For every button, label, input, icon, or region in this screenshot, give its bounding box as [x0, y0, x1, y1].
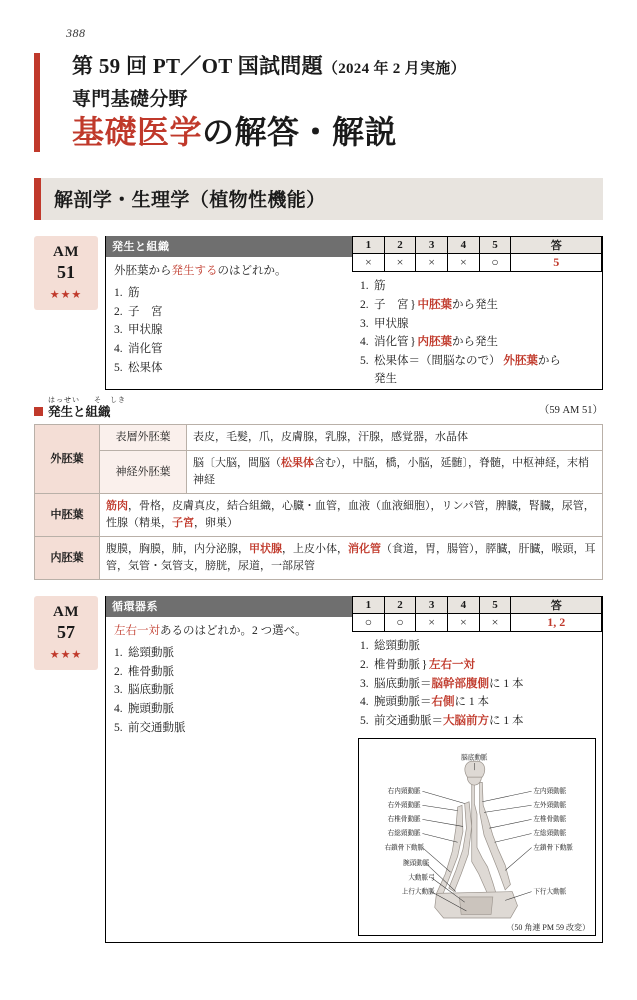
- page-title: [34, 53, 603, 152]
- explanation-number: 2.: [360, 659, 369, 672]
- choice-number: 1.: [114, 287, 123, 299]
- title-line-exam: [72, 53, 603, 80]
- explanation-highlight: 中胚葉: [417, 298, 452, 311]
- answer-table: [352, 236, 602, 272]
- choice-item: [114, 663, 352, 682]
- difficulty-stars: ★★★: [49, 649, 83, 662]
- label-right-common-carotid: 右総頸動脈: [387, 829, 421, 837]
- choice-text: 脳底動脈: [128, 684, 174, 697]
- explanation-note: から発生: [452, 298, 498, 311]
- choice-number: 2.: [114, 665, 123, 678]
- label-ascending-aorta: 上行大動脈: [401, 887, 435, 895]
- explanation-item: [360, 277, 596, 296]
- germ-layer-content: [187, 425, 603, 451]
- question-body-am51: [105, 236, 603, 390]
- label-brachiocephalic: 腕頭動脈: [403, 859, 430, 867]
- answer-col-answer: 答: [511, 597, 602, 614]
- question-answer-column: [352, 236, 602, 389]
- explanation-number: 4.: [360, 696, 369, 709]
- choice-number: 4.: [114, 702, 123, 715]
- answer-col-4: 4: [448, 597, 480, 614]
- explanation-highlight: 大脳前方: [443, 714, 489, 727]
- table-row: [35, 537, 603, 580]
- explanation-text: 前交通動脈＝: [374, 714, 443, 727]
- bullet-square-icon: [34, 407, 43, 416]
- germ-layer-name: 中胚葉: [35, 494, 100, 537]
- brace-glyph: }: [421, 659, 428, 672]
- germ-layer-table: [34, 424, 603, 580]
- explanation-note: から: [537, 354, 561, 367]
- explanation-highlight: 左右一対: [429, 659, 475, 672]
- ruby-text-hassei: はっせい: [48, 396, 80, 405]
- explanation-number: 4.: [360, 336, 369, 349]
- answer-mark: ○: [479, 254, 511, 272]
- explanation-note: に 1 本: [489, 677, 524, 690]
- answer-mark: ○: [384, 614, 416, 632]
- page-number: 388: [66, 26, 86, 40]
- choice-number: 3.: [114, 324, 123, 337]
- answer-mark: ×: [416, 254, 448, 272]
- answer-table-value-row: [353, 254, 602, 272]
- explanation-text: 筋: [374, 280, 386, 293]
- choice-item: [114, 359, 352, 378]
- choice-text: 腕頭動脈: [128, 702, 174, 715]
- explanation-number: 5.: [360, 354, 369, 367]
- answer-col-3: 3: [416, 597, 448, 614]
- brace-glyph: }: [410, 336, 416, 349]
- choice-text: 消化管: [128, 342, 163, 355]
- choice-item: [114, 719, 352, 738]
- answer-table-header-row: [353, 237, 602, 254]
- answer-table-header-row: [353, 597, 602, 614]
- explanation-note: に 1 本: [489, 714, 524, 727]
- choice-item: [114, 700, 352, 719]
- question-topic-label: 発生と組織: [106, 236, 352, 257]
- artery-diagram: [358, 738, 596, 936]
- explanation-item: [360, 712, 596, 731]
- label-aortic-arch: 大動脈弓: [408, 873, 435, 881]
- germ-content-text: 脳〔大脳，間脳（松果体含む），中脳，橋，小脳，延髄〕，脊髄，中枢神経，末梢神経: [193, 457, 589, 487]
- choice-text: 子 宮: [128, 305, 163, 318]
- explanation-text: 脳底動脈＝: [374, 677, 432, 690]
- choice-text: 前交通動脈: [128, 721, 186, 734]
- answer-col-2: 2: [384, 597, 416, 614]
- germ-table-heading: [34, 396, 603, 420]
- title-exam-date: （2024 年 2 月実施）: [322, 61, 466, 77]
- title-subject-highlight: 基礎医学: [72, 114, 203, 151]
- choice-list: [106, 644, 352, 737]
- explanation-item: [360, 675, 596, 694]
- question-body-am57: [105, 596, 603, 942]
- germ-table-title: 発生と組織: [48, 405, 111, 420]
- answer-col-3: 3: [416, 237, 448, 254]
- title-line-subject: [72, 113, 603, 152]
- answer-col-answer: 答: [511, 237, 602, 254]
- explanation-number: 1.: [360, 640, 369, 653]
- figure-source: （50 角連 PM 59 改変）: [506, 922, 590, 932]
- explanation-text: 消化管: [374, 336, 409, 349]
- explanation-item: [360, 637, 596, 656]
- choice-text: 総頸動脈: [128, 647, 174, 660]
- explanation-text: 総頸動脈: [374, 640, 420, 653]
- explanation-text: 甲状腺: [374, 317, 409, 330]
- choice-item: [114, 284, 352, 303]
- question-block-am57: [34, 596, 603, 942]
- choice-item: [114, 340, 352, 359]
- table-row: [35, 494, 603, 537]
- choice-list: [106, 284, 352, 377]
- artery-diagram-svg: [359, 739, 595, 935]
- explanation-number: 5.: [360, 714, 369, 727]
- explanation-highlight: 右側: [431, 696, 455, 709]
- answer-table-value-row: [353, 614, 602, 632]
- answer-mark: ○: [353, 614, 385, 632]
- choice-number: 5.: [114, 361, 123, 374]
- explanation-number: 3.: [360, 317, 369, 330]
- explanation-note: に 1 本: [454, 696, 489, 709]
- germ-sublayer-name: 表層外胚葉: [100, 425, 187, 451]
- choice-item: [114, 303, 352, 322]
- title-exam-main: 第 59 回 PT／OT 国試問題: [72, 54, 323, 78]
- label-left-vertebral: 左椎骨動脈: [533, 815, 567, 823]
- question-prompt: [106, 257, 352, 282]
- question-block-am51: [34, 236, 603, 390]
- explanation-number: 3.: [360, 677, 369, 690]
- germ-sublayer-name: 神経外胚葉: [100, 451, 187, 494]
- explanation-item: [360, 656, 596, 675]
- question-prompt: [106, 617, 352, 642]
- answer-mark: ×: [448, 254, 480, 272]
- answer-mark: ×: [416, 614, 448, 632]
- explanation-item: [360, 693, 596, 712]
- answer-value: 5: [511, 254, 602, 272]
- title-subject-rest: の解答・解説: [202, 114, 398, 151]
- explanation-list: [352, 637, 602, 730]
- answer-col-4: 4: [448, 237, 480, 254]
- question-number: 57: [57, 621, 75, 642]
- choice-text: 椎骨動脈: [128, 665, 174, 678]
- answer-col-5: 5: [479, 237, 511, 254]
- answer-table: [352, 596, 602, 632]
- question-left-column: [106, 596, 352, 941]
- answer-mark: ×: [353, 254, 385, 272]
- germ-layer-content: [100, 494, 603, 537]
- choice-text: 筋: [128, 287, 140, 299]
- label-descending-aorta: 下行大動脈: [533, 887, 567, 895]
- answer-col-1: 1: [353, 597, 385, 614]
- brace-glyph: }: [410, 298, 416, 311]
- explanation-text: 松果体＝（間脳なので）: [374, 354, 501, 367]
- explanation-item: [360, 296, 596, 315]
- label-left-subclavian: 左鎖骨下動脈: [533, 843, 573, 851]
- prompt-post: のはどれか。: [217, 265, 287, 278]
- germ-table-source: （59 AM 51）: [538, 405, 603, 417]
- label-right-subclavian: 右鎖骨下動脈: [384, 843, 425, 851]
- explanation-item: [360, 352, 596, 389]
- label-basilar-artery: 脳底動脈: [461, 754, 488, 762]
- ruby-text-soshiki: そ しき: [94, 396, 126, 405]
- prompt-post: あるのはどれか。2 つ選べ。: [160, 625, 307, 638]
- choice-text: 松果体: [128, 361, 163, 374]
- label-left-common-carotid: 左総頸動脈: [533, 829, 567, 837]
- question-answer-column: [352, 596, 602, 941]
- explanation-highlight: 外胚葉: [503, 354, 538, 367]
- explanation-item: [360, 315, 596, 334]
- answer-col-2: 2: [384, 237, 416, 254]
- choice-item: [114, 681, 352, 700]
- question-number: 51: [57, 261, 75, 282]
- germ-content-text: 腹膜，胸膜，肺，内分泌腺，甲状腺，上皮小体，消化管（食道，胃，腸管），膵臓，肝臓，喉頭，耳管，気管・気管支，膀胱，尿道，一部尿管: [106, 543, 596, 573]
- explanation-note-cont: 発生: [374, 373, 397, 386]
- germ-layer-name: 内胚葉: [35, 537, 100, 580]
- table-row: [35, 451, 603, 494]
- section-heading: 解剖学・生理学（植物性機能）: [34, 178, 603, 220]
- explanation-note: から発生: [452, 336, 498, 349]
- choice-text: 甲状腺: [128, 324, 163, 337]
- answer-value: 1, 2: [511, 614, 602, 632]
- label-right-external-carotid: 右外頸動脈: [387, 801, 421, 809]
- germ-content-text: 表皮，毛髪，爪，皮膚腺，乳腺，汗腺，感覚器，水晶体: [193, 431, 468, 444]
- choice-item: [114, 321, 352, 340]
- choice-item: [114, 644, 352, 663]
- answer-mark: ×: [384, 254, 416, 272]
- answer-col-1: 1: [353, 237, 385, 254]
- choice-number: 4.: [114, 342, 123, 355]
- explanation-text: 腕頭動脈＝: [374, 696, 432, 709]
- question-session-label: AM: [53, 244, 79, 261]
- label-left-external-carotid: 左外頸動脈: [533, 801, 567, 809]
- question-left-column: [106, 236, 352, 389]
- answer-col-5: 5: [479, 597, 511, 614]
- choice-number: 2.: [114, 305, 123, 318]
- explanation-text: 椎骨動脈: [374, 659, 420, 672]
- choice-number: 1.: [114, 647, 123, 660]
- prompt-pre: 外胚葉から: [114, 265, 172, 278]
- germ-layer-name: 外胚葉: [35, 425, 100, 494]
- germ-layer-content: [100, 537, 603, 580]
- difficulty-stars: ★★★: [49, 289, 83, 302]
- answer-mark: ×: [448, 614, 480, 632]
- explanation-highlight: 内胚葉: [417, 336, 452, 349]
- choice-number: 5.: [114, 721, 123, 734]
- choice-number: 3.: [114, 684, 123, 697]
- germ-layer-content: [187, 451, 603, 494]
- label-right-vertebral: 右椎骨動脈: [387, 815, 421, 823]
- prompt-highlight: 左右一対: [114, 625, 160, 638]
- answer-mark: ×: [479, 614, 511, 632]
- explanation-list: [352, 277, 602, 389]
- table-row: [35, 425, 603, 451]
- explanation-item: [360, 333, 596, 352]
- explanation-number: 2.: [360, 298, 369, 311]
- question-topic-label: 循環器系: [106, 596, 352, 617]
- question-session-label: AM: [53, 604, 79, 621]
- title-line-field: 専門基礎分野: [72, 89, 188, 111]
- question-id-am57: [34, 596, 98, 670]
- explanation-number: 1.: [360, 280, 369, 293]
- germ-content-text: 筋肉，骨格，皮膚真皮，結合組織，心臓・血管，血液（血液細胞），リンパ管，脾臓，腎臓，尿管，性腺（精巣，子宮，卵巣）: [106, 500, 595, 530]
- prompt-highlight: 発生する: [171, 265, 218, 278]
- question-id-am51: [34, 236, 98, 310]
- explanation-highlight: 脳幹部腹側: [431, 677, 489, 690]
- explanation-text: 子 宮: [374, 298, 409, 311]
- label-right-internal-carotid: 右内頸動脈: [387, 787, 421, 795]
- label-left-internal-carotid: 左内頸動脈: [533, 787, 567, 795]
